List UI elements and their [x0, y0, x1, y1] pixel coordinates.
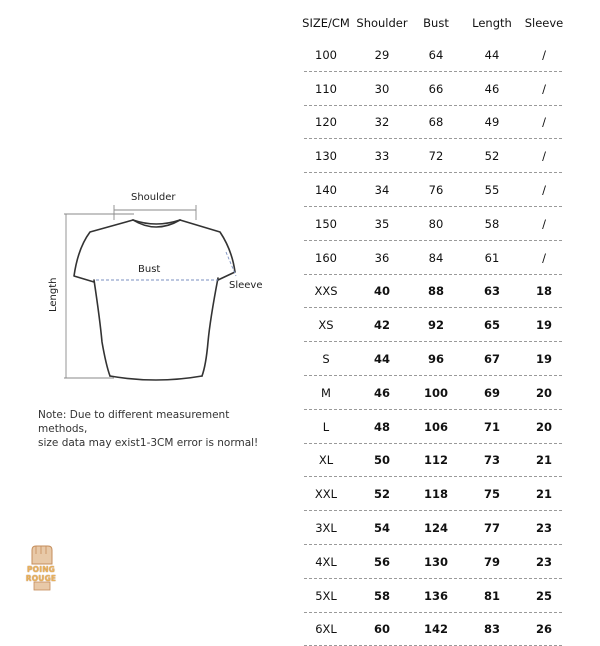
cell-length: 49: [484, 115, 500, 130]
cell-bust: 92: [427, 318, 444, 333]
cell-shoulder: 50: [373, 453, 390, 468]
cell-length: 79: [483, 554, 500, 569]
cell-shoulder: 44: [373, 352, 390, 367]
table-row: [296, 207, 568, 241]
cell-size: XXS: [314, 284, 338, 299]
cell-length: 44: [484, 47, 500, 62]
cell-length: 75: [483, 487, 500, 502]
header-sleeve: Sleeve: [524, 16, 564, 30]
measurement-note: [38, 408, 278, 450]
cell-sleeve: 23: [535, 521, 552, 536]
length-label: Length: [48, 277, 59, 312]
brand-logo: [22, 538, 58, 592]
cell-sleeve: 20: [535, 419, 552, 434]
cell-length: 65: [483, 318, 500, 333]
cell-size: 160: [315, 250, 337, 265]
cell-size: 120: [315, 115, 337, 130]
cell-size: 4XL: [315, 554, 337, 569]
cell-length: 77: [483, 521, 500, 536]
cell-length: 67: [483, 352, 500, 367]
cell-sleeve: /: [542, 47, 546, 62]
cell-shoulder: 52: [373, 487, 390, 502]
cell-sleeve: /: [542, 216, 546, 231]
cell-shoulder: 58: [373, 588, 390, 603]
cell-sleeve: 21: [535, 487, 552, 502]
cell-shoulder: 40: [373, 284, 390, 299]
header-length: Length: [472, 16, 512, 30]
table-row: [296, 241, 568, 275]
cell-shoulder: 48: [373, 419, 390, 434]
cell-length: 81: [483, 588, 500, 603]
shoulder-label: Shoulder: [131, 192, 176, 203]
cell-size: 150: [315, 216, 337, 231]
table-row: [296, 545, 568, 579]
note-line-2: size data may exist1-3CM error is normal!: [38, 437, 259, 449]
cell-size: 5XL: [315, 588, 337, 603]
header-shoulder: Shoulder: [356, 16, 408, 30]
cell-length: 58: [484, 216, 500, 231]
cell-length: 83: [483, 622, 500, 637]
table-row: [296, 275, 568, 309]
header-size: SIZE/CM: [302, 16, 350, 30]
table-row: [296, 173, 568, 207]
table-row: [296, 106, 568, 140]
cell-sleeve: /: [542, 250, 546, 265]
cell-sleeve: 19: [535, 352, 552, 367]
cell-bust: 80: [428, 216, 444, 231]
cell-size: 3XL: [315, 521, 337, 536]
sleeve-label: Sleeve: [229, 280, 263, 291]
cell-bust: 112: [423, 453, 448, 468]
cell-shoulder: 46: [373, 385, 390, 400]
note-line-1: Note: Due to different measurement methods,: [38, 409, 230, 435]
cell-sleeve: 26: [535, 622, 552, 637]
cell-bust: 84: [428, 250, 444, 265]
cell-shoulder: 56: [373, 554, 390, 569]
table-row: [296, 342, 568, 376]
cell-shoulder: 60: [373, 622, 390, 637]
cell-size: XXL: [314, 487, 338, 502]
table-row: [296, 579, 568, 613]
cell-length: 46: [484, 81, 500, 96]
cell-size: L: [322, 419, 330, 434]
cell-shoulder: 33: [374, 149, 390, 164]
cell-size: 110: [315, 81, 337, 96]
cell-size: M: [321, 385, 331, 400]
cell-length: 55: [484, 183, 500, 198]
cell-length: 61: [484, 250, 500, 265]
cell-sleeve: 19: [535, 318, 552, 333]
cell-sleeve: 18: [535, 284, 552, 299]
cell-bust: 100: [423, 385, 448, 400]
cell-bust: 68: [428, 115, 444, 130]
size-chart-table: [296, 8, 568, 646]
header-bust: Bust: [423, 16, 449, 30]
table-row: [296, 38, 568, 72]
cell-bust: 142: [423, 622, 448, 637]
logo-text-line2: ROUGE: [25, 574, 57, 583]
logo-text-line1: POING: [26, 565, 56, 574]
cell-length: 63: [483, 284, 500, 299]
cell-size: S: [322, 352, 330, 367]
cell-shoulder: 29: [374, 47, 390, 62]
table-row: [296, 139, 568, 173]
cell-sleeve: 21: [535, 453, 552, 468]
table-header-row: [296, 8, 568, 38]
cell-length: 69: [483, 385, 500, 400]
cell-shoulder: 35: [374, 216, 390, 231]
tshirt-measurement-diagram: [30, 180, 270, 400]
table-row: [296, 444, 568, 478]
cell-size: 130: [315, 149, 337, 164]
bust-label: Bust: [138, 264, 161, 275]
cell-length: 52: [484, 149, 500, 164]
cell-size: 140: [315, 183, 337, 198]
cell-bust: 66: [428, 81, 444, 96]
table-row: [296, 376, 568, 410]
table-row: [296, 410, 568, 444]
cell-sleeve: /: [542, 81, 546, 96]
cell-sleeve: /: [542, 183, 546, 198]
cell-sleeve: 23: [535, 554, 552, 569]
cell-length: 71: [483, 419, 500, 434]
cell-bust: 96: [427, 352, 444, 367]
cell-bust: 76: [428, 183, 444, 198]
cell-size: XS: [318, 318, 334, 333]
table-row: [296, 72, 568, 106]
cell-shoulder: 42: [373, 318, 390, 333]
cell-shoulder: 32: [374, 115, 390, 130]
cell-shoulder: 34: [374, 183, 390, 198]
cell-bust: 88: [427, 284, 444, 299]
cell-bust: 118: [423, 487, 448, 502]
cell-sleeve: /: [542, 115, 546, 130]
cell-length: 73: [483, 453, 500, 468]
cell-sleeve: 20: [535, 385, 552, 400]
cell-shoulder: 54: [373, 521, 390, 536]
cell-bust: 124: [423, 521, 448, 536]
cell-bust: 72: [428, 149, 444, 164]
cell-bust: 64: [428, 47, 444, 62]
cell-size: 6XL: [315, 622, 337, 637]
cell-sleeve: 25: [535, 588, 552, 603]
table-row: [296, 477, 568, 511]
cell-bust: 130: [423, 554, 448, 569]
cell-size: 100: [315, 47, 337, 62]
table-row: [296, 308, 568, 342]
cell-bust: 136: [423, 588, 448, 603]
cell-shoulder: 36: [374, 250, 390, 265]
cell-size: XL: [318, 453, 334, 468]
table-row: [296, 511, 568, 545]
cell-sleeve: /: [542, 149, 546, 164]
table-row: [296, 613, 568, 646]
cell-shoulder: 30: [374, 81, 390, 96]
cell-bust: 106: [423, 419, 448, 434]
